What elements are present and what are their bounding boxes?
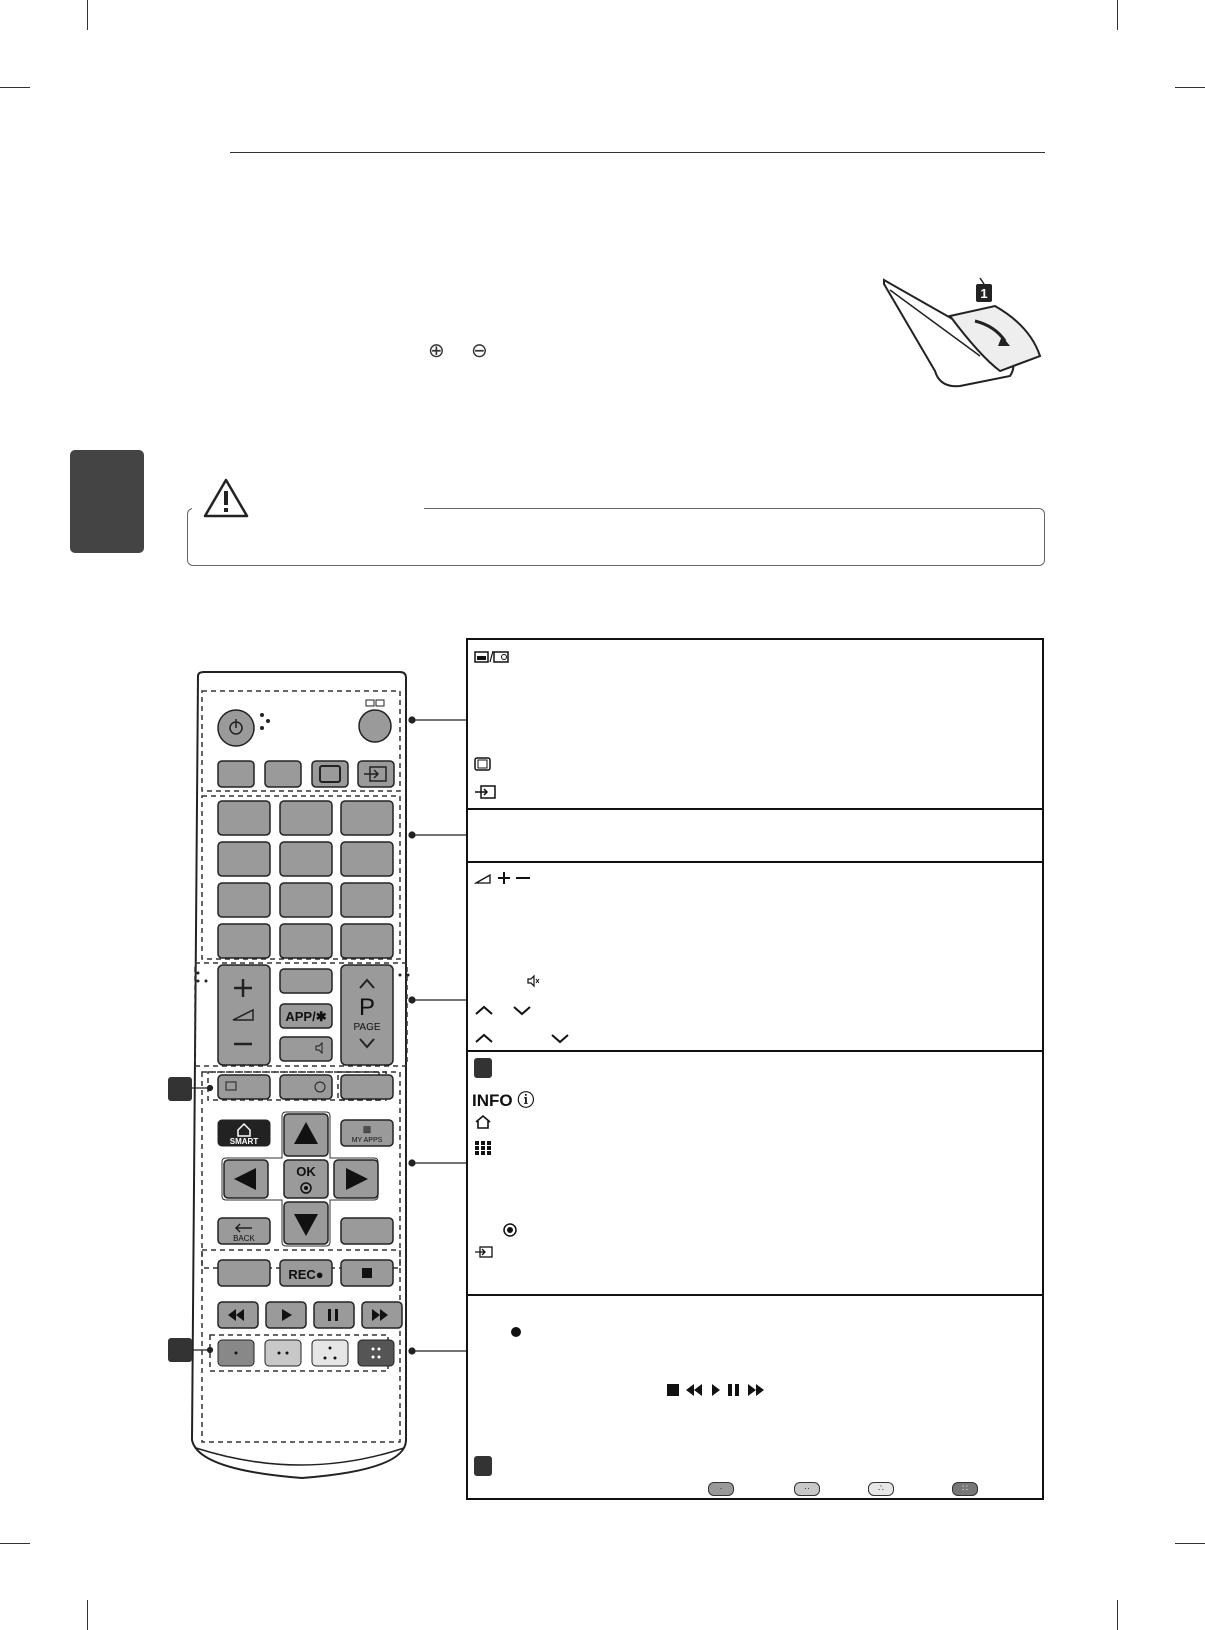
home-icon [474,1114,492,1130]
crop-mark [0,1543,30,1544]
crop-mark [1175,87,1205,88]
my-apps-icon [474,1140,492,1156]
svg-text:REC●: REC● [288,1267,324,1282]
battery-plus-icon: ⊕ [428,340,445,362]
chapter-tab [70,450,144,553]
up-icon [474,1004,494,1016]
caution-icon [202,477,250,519]
panel-divider [468,1294,1042,1296]
input-icon [474,785,496,799]
svg-text:BACK: BACK [233,1234,255,1243]
crop-mark [87,1600,88,1630]
crop-mark [87,0,88,30]
pause-icon [728,1384,739,1396]
panel-divider [468,1050,1042,1052]
panel-divider [468,808,1042,810]
crop-mark [1117,0,1118,30]
callout-marker-2 [168,1338,192,1362]
svg-text:OK: OK [296,1164,316,1179]
down-icon [512,1004,532,1016]
tv-radio-icon [474,650,510,664]
play-icon [712,1384,720,1396]
svg-text:1: 1 [980,286,988,301]
callout-marker-1 [168,1077,192,1101]
mute-icon [526,974,540,988]
crop-mark [1117,1600,1118,1630]
header-rule [230,152,1045,153]
battery-cover-illustration [880,276,1050,391]
fast-forward-icon [748,1384,764,1396]
crop-mark [0,87,30,88]
green-button-icon: ·· [794,1482,820,1496]
info-label: INFO ⓘ [472,1091,535,1110]
svg-text:P: P [358,994,376,1021]
callout-marker-1-ref [474,1058,492,1078]
blue-button-icon: ∷ [952,1482,978,1496]
volume-icon [474,870,534,886]
media-controls-icons [666,1382,778,1398]
svg-text:MY APPS: MY APPS [351,1137,383,1144]
crop-mark [1175,1543,1205,1544]
stop-icon [667,1384,679,1396]
up-icon [474,1032,494,1044]
rewind-icon [686,1384,702,1396]
svg-text:▩: ▩ [362,1124,372,1134]
button-description-panel [466,638,1044,1500]
callout-marker-2-ref [474,1456,492,1476]
red-button-icon: · [708,1482,734,1496]
input-icon [474,1246,494,1260]
battery-minus-icon: ⊖ [471,340,488,362]
caution-box [187,508,1045,566]
panel-divider [468,861,1042,863]
record-icon [510,1326,522,1338]
svg-text:APP/✱: APP/✱ [285,1009,327,1024]
svg-text:SMART: SMART [229,1137,259,1146]
ratio-icon [474,757,492,771]
svg-text:PAGE: PAGE [353,1022,381,1033]
ok-icon [502,1222,518,1238]
leader-lines [190,700,470,1360]
down-icon [550,1032,570,1044]
yellow-button-icon: ∴ [868,1482,894,1496]
